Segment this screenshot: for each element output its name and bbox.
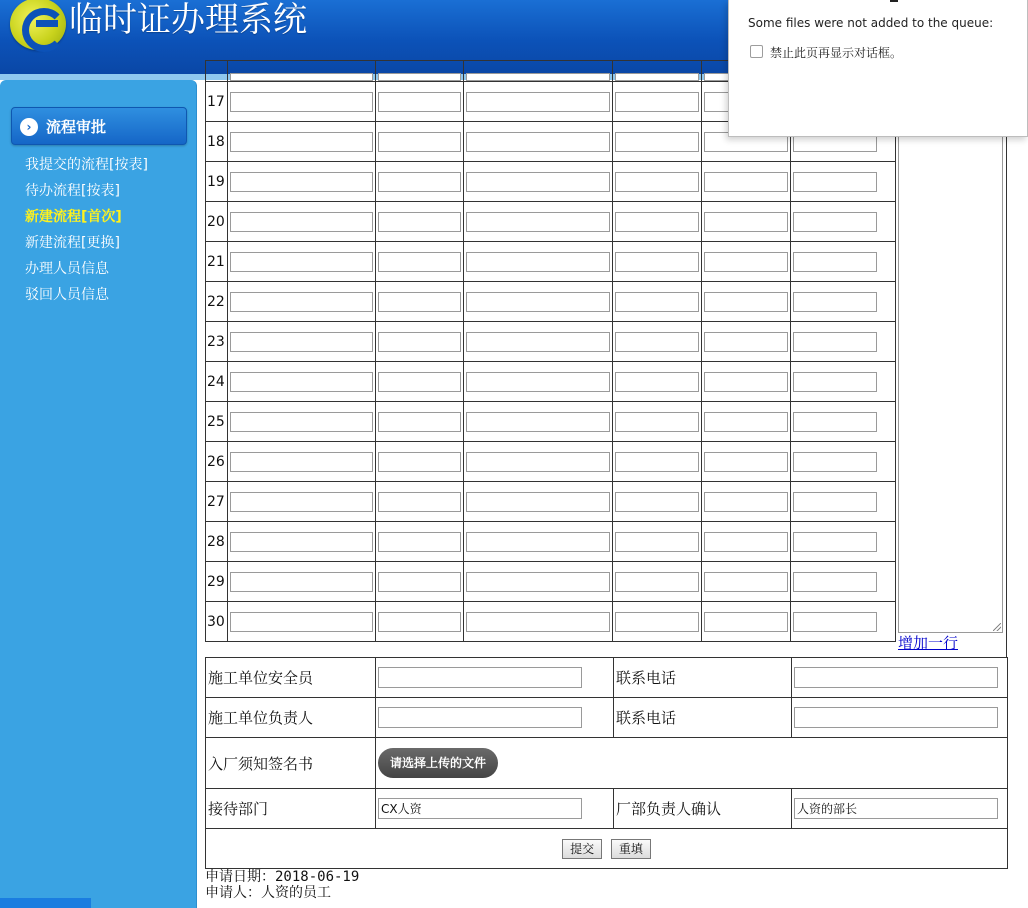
table-cell-input[interactable] <box>230 612 373 632</box>
suppress-dialog-label: 禁止此页再显示对话框。 <box>770 46 903 60</box>
factory-head-input[interactable] <box>794 798 998 819</box>
row-number: 29 <box>206 562 228 602</box>
sidebar-section-header[interactable] <box>11 107 187 145</box>
row-number: 30 <box>206 602 228 642</box>
leader-label: 施工单位负责人 <box>206 698 376 738</box>
safety-officer-phone-label: 联系电话 <box>614 658 792 698</box>
table-cell-input[interactable] <box>466 332 610 352</box>
dialog-message: Some files were not added to the queue: <box>748 16 994 30</box>
table-row <box>206 162 896 202</box>
submit-button[interactable]: 提交 <box>562 839 602 859</box>
table-cell-input[interactable] <box>615 532 699 552</box>
table-cell-input[interactable] <box>466 212 610 232</box>
table-cell-input[interactable] <box>378 132 461 152</box>
remarks-textarea[interactable] <box>898 60 1003 633</box>
table-cell-input[interactable] <box>793 532 877 552</box>
reception-row <box>206 789 1008 829</box>
row-number: 23 <box>206 322 228 362</box>
table-cell-input[interactable] <box>230 212 373 232</box>
chevron-right-icon: › <box>20 118 38 136</box>
sidebar-link[interactable]: 新建流程[首次] <box>25 209 122 225</box>
table-cell-input[interactable] <box>793 492 877 512</box>
table-cell-input[interactable] <box>615 612 699 632</box>
table-cell-input[interactable] <box>230 73 373 81</box>
sidebar-link[interactable]: 新建流程[更换] <box>25 235 120 251</box>
footer-info <box>205 869 359 901</box>
table-cell-input[interactable] <box>704 532 788 552</box>
table-cell-input[interactable] <box>704 252 788 272</box>
table-cell-input[interactable] <box>704 492 788 512</box>
table-cell-input[interactable] <box>704 172 788 192</box>
table-cell-input[interactable] <box>378 292 461 312</box>
actions-row <box>206 829 1008 869</box>
table-cell-input[interactable] <box>378 332 461 352</box>
applicant: 申请人：人资的员工 <box>205 885 331 901</box>
leader-phone-input[interactable] <box>794 707 998 728</box>
table-cell-input[interactable] <box>466 73 610 81</box>
table-cell-input[interactable] <box>615 332 699 352</box>
sidebar-section-title: 流程审批 <box>46 118 107 136</box>
reception-dept-input[interactable] <box>378 798 582 819</box>
table-row <box>206 202 896 242</box>
sidebar-link[interactable]: 办理人员信息 <box>25 261 109 277</box>
table-cell-input[interactable] <box>378 92 461 112</box>
table-cell-input[interactable] <box>466 132 610 152</box>
table-row <box>206 522 896 562</box>
table-cell-input[interactable] <box>615 452 699 472</box>
table-cell-input[interactable] <box>615 212 699 232</box>
row-number: 17 <box>206 82 228 122</box>
table-cell-input[interactable] <box>230 92 373 112</box>
safety-officer-label: 施工单位安全员 <box>206 658 376 698</box>
table-cell-input[interactable] <box>230 252 373 272</box>
table-cell-input[interactable] <box>466 492 610 512</box>
table-row <box>206 362 896 402</box>
table-cell-input[interactable] <box>615 252 699 272</box>
table-cell-input[interactable] <box>378 572 461 592</box>
table-cell-input[interactable] <box>466 452 610 472</box>
table-row <box>206 602 896 642</box>
table-cell-input[interactable] <box>466 412 610 432</box>
table-cell-input[interactable] <box>615 132 699 152</box>
table-cell-input[interactable] <box>466 572 610 592</box>
row-number: 19 <box>206 162 228 202</box>
table-cell-input[interactable] <box>615 572 699 592</box>
table-cell-input[interactable] <box>230 532 373 552</box>
table-cell-input[interactable] <box>466 252 610 272</box>
table-cell-input[interactable] <box>704 212 788 232</box>
table-cell-input[interactable] <box>793 372 877 392</box>
table-cell-input[interactable] <box>793 332 877 352</box>
table-cell-input[interactable] <box>704 412 788 432</box>
table-cell-input[interactable] <box>466 532 610 552</box>
sidebar-link[interactable]: 驳回人员信息 <box>25 287 109 303</box>
table-cell-input[interactable] <box>704 572 788 592</box>
factory-head-label: 厂部负责人确认 <box>614 789 792 829</box>
table-cell-input[interactable] <box>378 612 461 632</box>
safety-officer-row <box>206 658 1008 698</box>
upload-file-button[interactable]: 请选择上传的文件 <box>378 748 498 778</box>
table-cell-input[interactable] <box>230 132 373 152</box>
leader-phone-label: 联系电话 <box>614 698 792 738</box>
table-cell-input[interactable] <box>378 532 461 552</box>
row-number: 21 <box>206 242 228 282</box>
remarks-column <box>895 60 1007 658</box>
table-cell-input[interactable] <box>615 292 699 312</box>
table-cell-input[interactable] <box>378 492 461 512</box>
table-row <box>206 442 896 482</box>
row-number: 28 <box>206 522 228 562</box>
table-cell-input[interactable] <box>793 412 877 432</box>
table-cell-input[interactable] <box>793 292 877 312</box>
sidebar-links <box>25 152 148 308</box>
leader-row <box>206 698 1008 738</box>
table-cell-input[interactable] <box>230 572 373 592</box>
info-table <box>205 657 1008 869</box>
apply-date: 申请日期：2018-06-19 <box>205 869 360 885</box>
table-cell-input[interactable] <box>378 372 461 392</box>
table-row <box>206 562 896 602</box>
row-number: 24 <box>206 362 228 402</box>
app-title: 临时证办理系统 <box>69 0 307 40</box>
row-number <box>206 61 228 82</box>
dialog-top-mark <box>890 0 898 2</box>
row-number: 25 <box>206 402 228 442</box>
table-cell-input[interactable] <box>466 372 610 392</box>
entry-notice-label: 入厂须知签名书 <box>206 738 376 789</box>
table-cell-input[interactable] <box>615 412 699 432</box>
table-cell-input[interactable] <box>704 332 788 352</box>
row-number: 22 <box>206 282 228 322</box>
table-row <box>206 242 896 282</box>
table-cell-input[interactable] <box>615 492 699 512</box>
table-cell-input[interactable] <box>230 172 373 192</box>
leader-input[interactable] <box>378 707 582 728</box>
sidebar-link[interactable]: 我提交的流程[按表] <box>25 157 148 173</box>
table-row <box>206 402 896 442</box>
row-number: 27 <box>206 482 228 522</box>
table-cell-input[interactable] <box>230 412 373 432</box>
table-cell-input[interactable] <box>704 612 788 632</box>
upload-error-dialog <box>728 0 1028 137</box>
suppress-dialog-checkbox[interactable] <box>750 45 763 58</box>
table-cell-input[interactable] <box>230 492 373 512</box>
table-cell-input[interactable] <box>378 252 461 272</box>
entry-notice-row <box>206 738 1008 789</box>
table-cell-input[interactable] <box>793 572 877 592</box>
table-cell-input[interactable] <box>466 172 610 192</box>
reception-dept-label: 接待部门 <box>206 789 376 829</box>
table-cell-input[interactable] <box>466 292 610 312</box>
table-cell-input[interactable] <box>615 92 699 112</box>
sidebar-link[interactable]: 待办流程[按表] <box>25 183 120 199</box>
table-cell-input[interactable] <box>378 172 461 192</box>
table-cell-input[interactable] <box>615 73 699 81</box>
row-number: 26 <box>206 442 228 482</box>
table-cell-input[interactable] <box>466 92 610 112</box>
table-cell-input[interactable] <box>378 412 461 432</box>
table-cell-input[interactable] <box>793 252 877 272</box>
personnel-table-wrap <box>205 60 896 642</box>
safety-officer-phone-input[interactable] <box>794 667 998 688</box>
table-cell-input[interactable] <box>230 332 373 352</box>
row-number: 20 <box>206 202 228 242</box>
sidebar <box>0 80 197 908</box>
table-cell-input[interactable] <box>704 452 788 472</box>
table-cell-input[interactable] <box>704 372 788 392</box>
reset-button[interactable]: 重填 <box>611 839 651 859</box>
table-cell-input[interactable] <box>793 212 877 232</box>
personnel-table <box>205 60 896 642</box>
table-row <box>206 322 896 362</box>
table-cell-input[interactable] <box>230 372 373 392</box>
table-cell-input[interactable] <box>230 292 373 312</box>
table-row <box>206 282 896 322</box>
add-row-link[interactable]: 增加一行 <box>898 634 959 652</box>
table-cell-input[interactable] <box>793 452 877 472</box>
table-cell-input[interactable] <box>615 172 699 192</box>
safety-officer-input[interactable] <box>378 667 582 688</box>
table-cell-input[interactable] <box>378 73 461 81</box>
table-cell-input[interactable] <box>230 452 373 472</box>
table-cell-input[interactable] <box>704 292 788 312</box>
logo-icon <box>10 0 66 50</box>
table-cell-input[interactable] <box>466 612 610 632</box>
table-cell-input[interactable] <box>378 212 461 232</box>
bottom-scroll-indicator <box>0 898 91 908</box>
table-cell-input[interactable] <box>615 372 699 392</box>
row-number: 18 <box>206 122 228 162</box>
table-cell-input[interactable] <box>378 452 461 472</box>
table-cell-input[interactable] <box>793 172 877 192</box>
table-cell-input[interactable] <box>793 612 877 632</box>
table-row <box>206 482 896 522</box>
